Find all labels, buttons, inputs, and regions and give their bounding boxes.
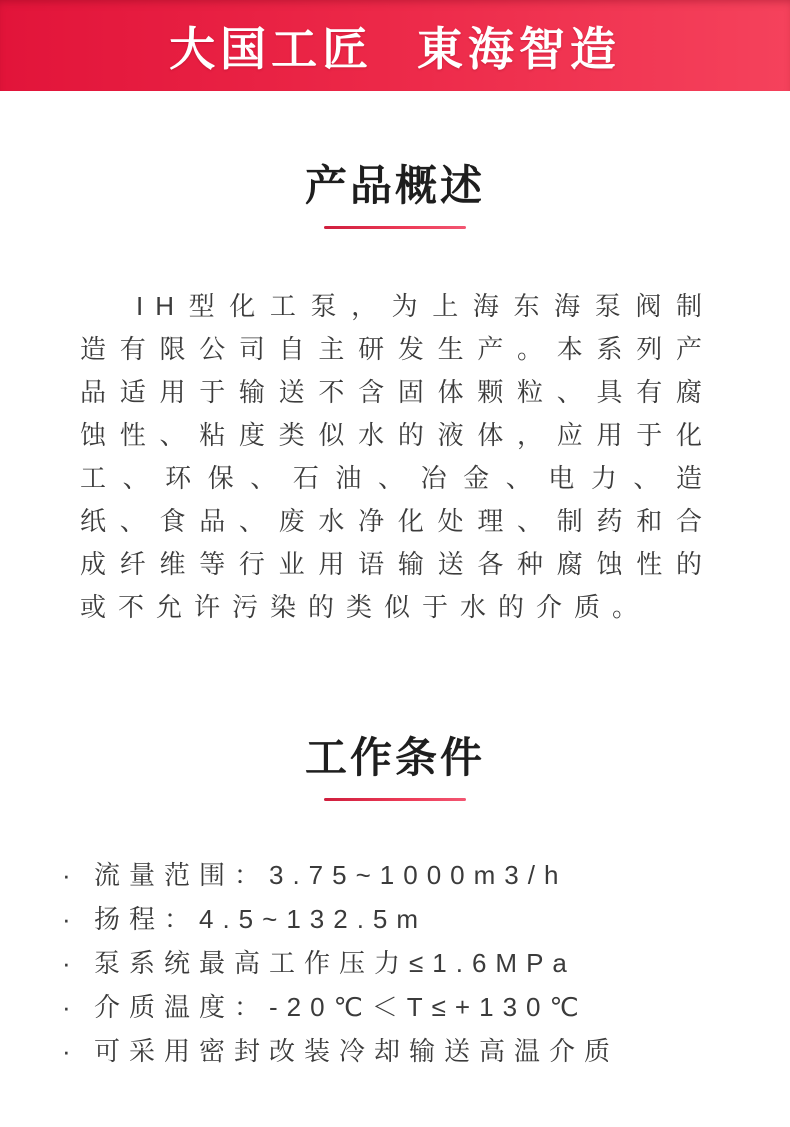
list-item	[62, 853, 734, 897]
section-title-product-overview: 产品概述	[304, 162, 485, 209]
section-product-overview	[0, 161, 790, 629]
list-item	[62, 941, 734, 985]
banner-title: 大国工匠 東海智造	[169, 22, 621, 75]
list-item-text: 可采用密封改装冷却输送高温介质	[94, 1036, 620, 1066]
overview-paragraph: IH型化工泵，为上海东海泵阀制造有限公司自主研发生产。本系列产品适用于输送不含固体颗粒、具有腐蚀性、粘度类似水的液体，应用于化工、环保、石油、冶金、电力、造纸、食品、废水净化处理、制药和合成纤维等行业用语输送各种腐蚀性的或不允许污染的类似于水的介质。	[80, 291, 714, 622]
conditions-list	[62, 853, 734, 1073]
bullet-icon: ·	[62, 860, 80, 890]
list-item-text: 流量范围：3.75~1000m3/h	[94, 860, 568, 890]
bullet-icon: ·	[62, 1036, 80, 1066]
list-item-text: 泵系统最高工作压力≤1.6MPa	[94, 948, 576, 978]
section-title-underline	[324, 226, 466, 229]
list-item-text: 介质温度：-20℃＜T≤+130℃	[94, 992, 588, 1022]
bullet-icon: ·	[62, 948, 80, 978]
section-working-conditions	[0, 733, 790, 1073]
header-banner	[0, 0, 790, 91]
list-item	[62, 1029, 734, 1073]
bullet-icon: ·	[62, 992, 80, 1022]
list-item-text: 扬程：4.5~132.5m	[94, 904, 428, 934]
section-title-underline	[324, 798, 466, 801]
list-item	[62, 897, 734, 941]
list-item	[62, 985, 734, 1029]
section-title-working-conditions: 工作条件	[304, 734, 485, 781]
bullet-icon: ·	[62, 904, 80, 934]
